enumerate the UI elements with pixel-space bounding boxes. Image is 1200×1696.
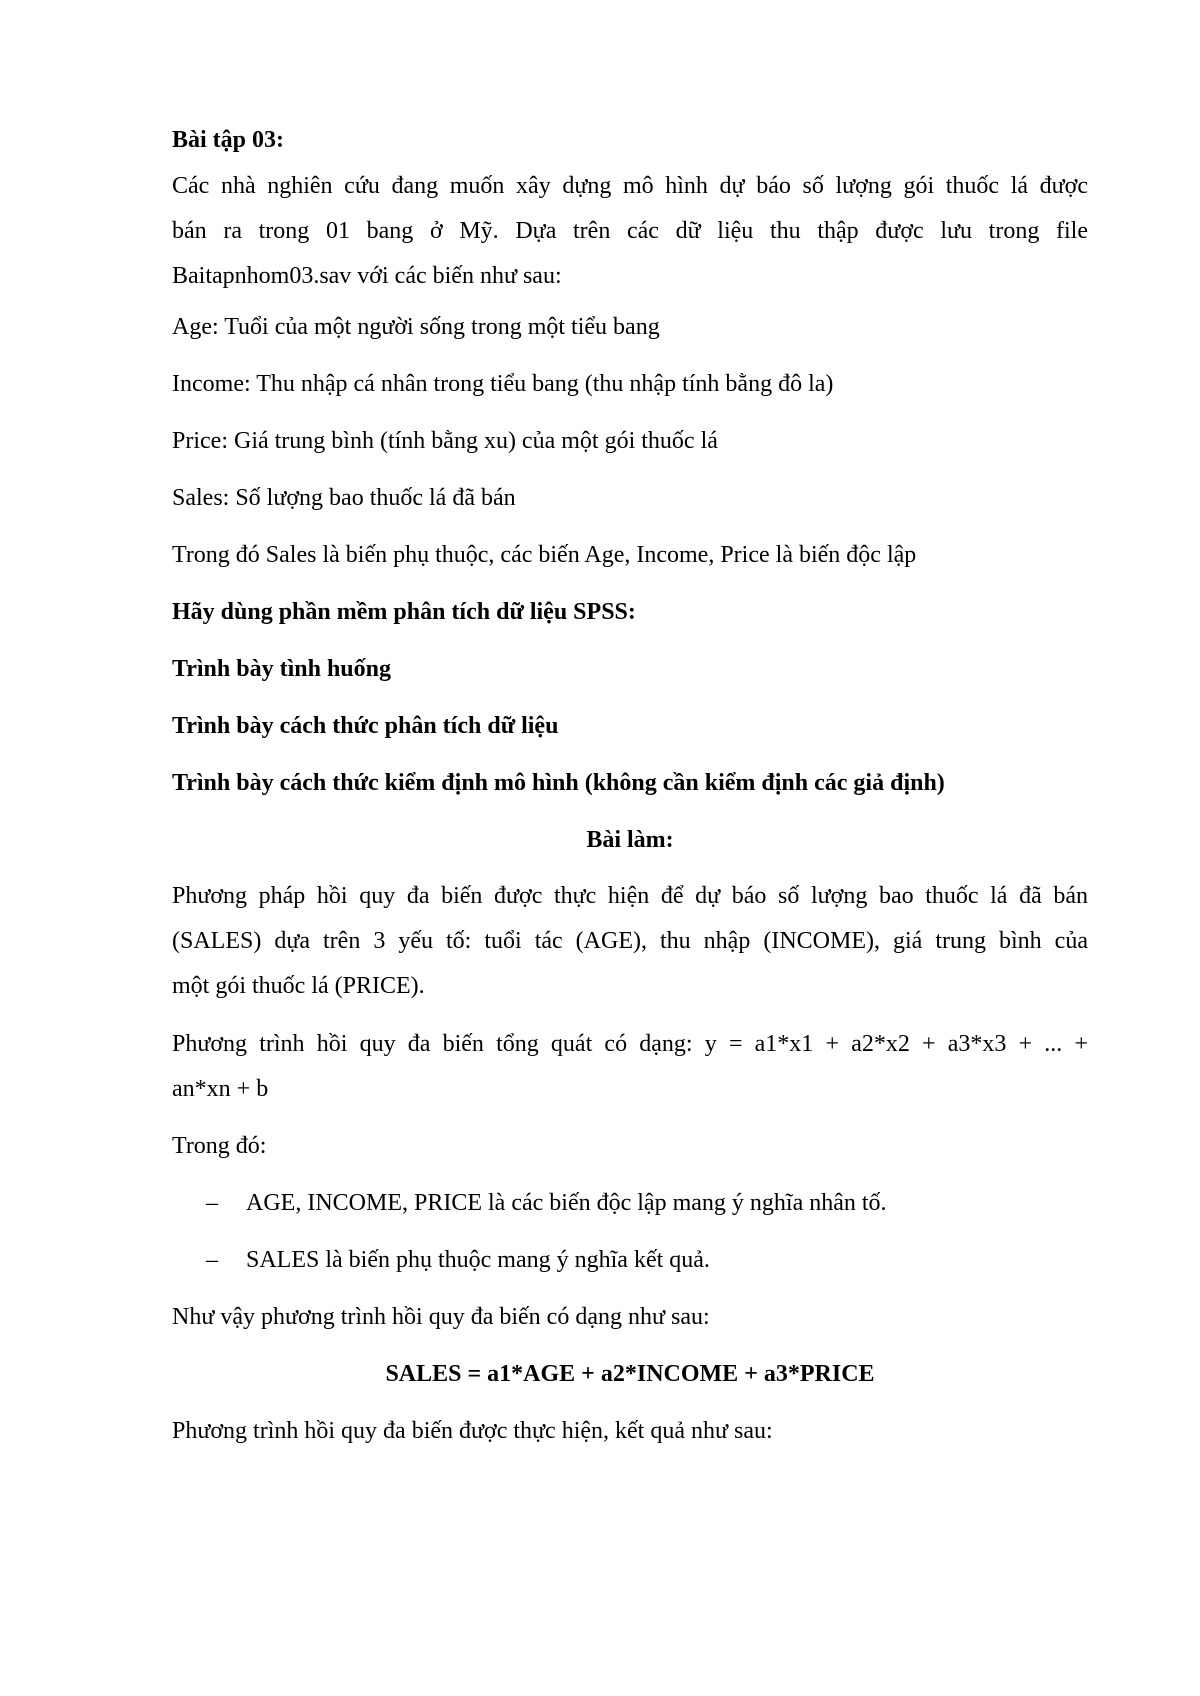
method-line-3: một gói thuốc lá (PRICE). [172, 973, 425, 999]
task-2: Trình bày cách thức phân tích dữ liệu [172, 713, 559, 739]
task-1: Trình bày tình huống [172, 656, 391, 682]
dash-bullet-icon: – [206, 1190, 218, 1216]
general-equation-line-1: Phương trình hồi quy đa biến tổng quát có dạng: y = a1*x1 + a2*x2 + a3*x3 + ... + [172, 1031, 1088, 1057]
dash-bullet-icon: – [206, 1247, 218, 1273]
method-line-2: (SALES) dựa trên 3 yếu tố: tuổi tác (AGE), thu nhập (INCOME), giá trung bình của [172, 928, 1088, 954]
method-line-1: Phương pháp hồi quy đa biến được thực hiện để dự báo số lượng bao thuốc lá đã bán [172, 883, 1088, 909]
method-paragraph [172, 874, 1088, 1009]
equation-intro: Như vậy phương trình hồi quy đa biến có dạng như sau: [172, 1304, 710, 1330]
variable-sales: Sales: Số lượng bao thuốc lá đã bán [172, 485, 516, 511]
bullet-text: AGE, INCOME, PRICE là các biến độc lập mang ý nghĩa nhân tố. [246, 1190, 887, 1216]
dependency-note: Trong đó Sales là biến phụ thuộc, các biến Age, Income, Price là biến độc lập [172, 542, 917, 568]
intro-line-3: Baitapnhom03.sav với các biến như sau: [172, 263, 562, 289]
general-equation-paragraph [172, 1022, 1088, 1112]
task-3: Trình bày cách thức kiểm định mô hình (không cần kiểm định các giả định) [172, 770, 945, 796]
general-equation-line-2: an*xn + b [172, 1076, 269, 1102]
intro-line-2: bán ra trong 01 bang ở Mỹ. Dựa trên các dữ liệu thu thập được lưu trong file [172, 218, 1088, 244]
exercise-title: Bài tập 03: [172, 127, 285, 153]
where-label: Trong đó: [172, 1133, 267, 1159]
answer-heading: Bài làm: [586, 827, 674, 853]
intro-line-1: Các nhà nghiên cứu đang muốn xây dựng mô hình dự báo số lượng gói thuốc lá được [172, 173, 1088, 199]
variable-age: Age: Tuổi của một người sống trong một tiểu bang [172, 314, 660, 340]
task-heading: Hãy dùng phần mềm phân tích dữ liệu SPSS: [172, 599, 636, 625]
variable-price: Price: Giá trung bình (tính bằng xu) của một gói thuốc lá [172, 428, 718, 454]
intro-paragraph [172, 164, 1088, 299]
result-intro: Phương trình hồi quy đa biến được thực hiện, kết quả như sau: [172, 1418, 773, 1444]
bullet-text: SALES là biến phụ thuộc mang ý nghĩa kết quả. [246, 1247, 710, 1273]
variable-income: Income: Thu nhập cá nhân trong tiểu bang (thu nhập tính bằng đô la) [172, 371, 834, 397]
regression-equation: SALES = a1*AGE + a2*INCOME + a3*PRICE [385, 1361, 875, 1387]
bullet-item [206, 1238, 1086, 1283]
bullet-item [206, 1181, 1086, 1226]
